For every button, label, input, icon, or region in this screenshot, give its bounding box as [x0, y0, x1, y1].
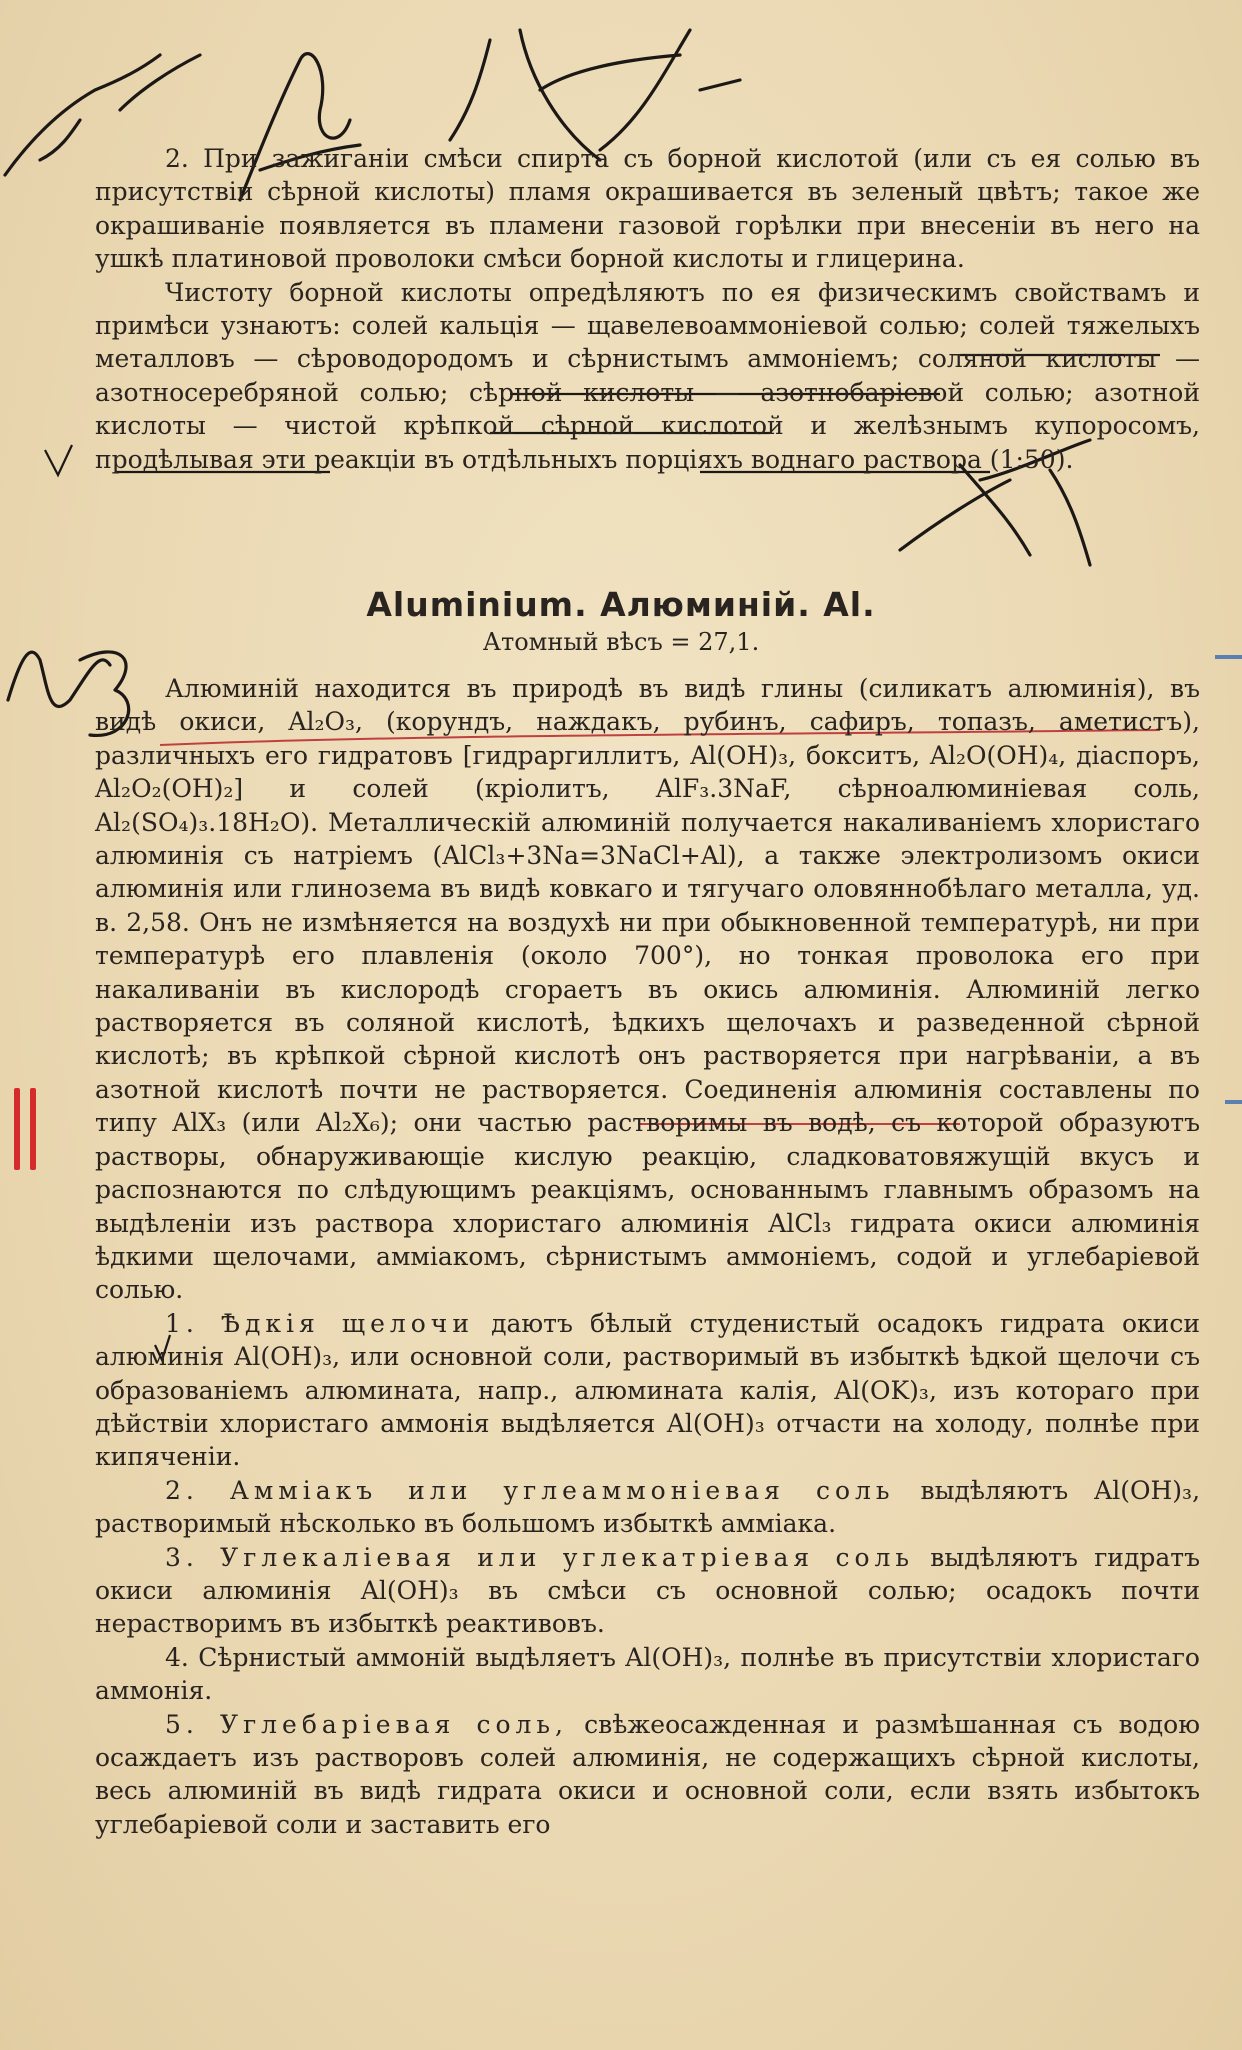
scrawl-3 [450, 30, 690, 160]
blue-dash-mark [1225, 1100, 1242, 1104]
check-v [45, 445, 72, 475]
reaction-lead: 5. Углебаріевая соль, [165, 1709, 568, 1739]
reaction-item [95, 1541, 1200, 1641]
reaction-lead: 1. Ѣдкія щелочи [165, 1308, 474, 1338]
text-section-main [95, 672, 1200, 1841]
reaction-lead: 3. Углекаліевая или углекатріевая соль [165, 1542, 914, 1572]
atomic-weight: Атомный вѣсъ = 27,1. [482, 628, 760, 656]
reaction-text: выдѣляютъ Al(OH)₃, растворимый нѣсколько въ большомъ избыткѣ амміака. [95, 1475, 1201, 1539]
reaction-lead: 2. Амміакъ или углеаммоніевая соль [165, 1475, 895, 1505]
reaction-item [95, 1307, 1200, 1474]
reaction-item [95, 1641, 1200, 1708]
text-section-top [95, 142, 1200, 476]
section-title: Aluminium. Алюминій. Al. [366, 585, 876, 624]
scrawl-4 [700, 80, 740, 90]
reaction-text: даютъ бѣлый студенистый осадокъ гидрата окиси алюминія Al(OH)₃, или основной соли, растворимый въ избыткѣ ѣдкой щелочи съ образованіемъ алюмината, напр., алюмината калія, Al(OK)₃, изъ котораго при дѣйствіи хлористаго аммонія выдѣляется Al(OH)₃ отчасти на холоду, полнѣе при кипяченіи. [95, 1308, 1200, 1472]
paragraph-purity: Чистоту борной кислоты опредѣляютъ по ея физическимъ свойствамъ и примѣси узнаютъ: солей кальція — щавелевоаммоніевой солью; солей тяжелыхъ металловъ — сѣроводородомъ и сѣрнистымъ аммоніемъ; соляной кислоты — азотносеребряной солью; сѣрной кислоты — азотнобаріевой солью; азотной кислоты — чистой крѣпкой сѣрной кислотой и желѣзнымъ купоросомъ, продѣлывая эти реакціи въ отдѣльныхъ порціяхъ воднаго раствора (1:50). [95, 277, 1200, 474]
reaction-item [95, 1708, 1200, 1842]
paragraph-aluminium-description: Алюминій находится въ природѣ въ видѣ глины (силикатъ алюминія), въ видѣ окиси, Al₂O₃, (корундъ, наждакъ, рубинъ, сафиръ, топазъ, аметистъ), различныхъ его гидратовъ [гидраргиллитъ, Al(OH)₃, бокситъ, Al₂O(OH)₄, діаспоръ, Al₂O₂(OH)₂] и солей (кріолитъ, AlF₃.3NaF, сѣрноалюминіевая соль, Al₂(SO₄)₃.18H₂O). Металлическій алюминій получается накаливаніемъ хлористаго алюминія съ натріемъ (AlCl₃+3Na=3NaCl+Al), а также электролизомъ окиси алюминія или глинозема въ видѣ ковкаго и тягучаго оловяннобѣлаго металла, уд. в. 2,58. Онъ не измѣняется на воздухѣ ни при обыкновенной температурѣ, ни при температурѣ его плавленія (около 700°), но тонкая проволока его при накаливаніи въ кислородѣ сгораетъ въ окись алюминія. Алюминій легко растворяется въ соляной кислотѣ, ѣдкихъ щелочахъ и разведенной сѣрной кислотѣ; въ крѣпкой сѣрной кислотѣ онъ растворяется при нагрѣваніи, а въ азотной кислотѣ почти не растворяется. Соединенія алюминія составлены по типу AlX₃ (или Al₂X₆); они частью растворимы въ водѣ, съ которой образуютъ растворы, обнаруживающіе кислую реакцію, сладковатовяжущій вкусъ и распознаются по слѣдующимъ реакціямъ, основаннымъ главнымъ образомъ на выдѣленіи изъ раствора хлористаго алюминія AlCl₃ гидрата окиси алюминія ѣдкими щелочами, амміакомъ, сѣрнистымъ аммоніемъ, содой и углебаріевой солью. [95, 674, 1200, 1305]
reaction-text: выдѣляетъ Al(OH)₃, полнѣе въ присутствіи хлористаго аммонія. [95, 1642, 1200, 1706]
reaction-text: свѣжеосажденная и размѣшанная съ водою осаждаетъ изъ растворовъ солей алюминія, не содержащихъ сѣрной кислоты, весь алюминій въ видѣ гидрата окиси и основной соли, если взять избытокъ углебаріевой соли и заставить его [95, 1709, 1200, 1839]
reaction-item [95, 1474, 1200, 1541]
reaction-lead: 4. Сѣрнистый аммоній [165, 1642, 466, 1672]
paragraph-reaction-2: 2. При зажиганіи смѣси спирта съ борной кислотой (или съ ея солью въ присутствіи сѣрной кислоты) пламя окрашивается въ зеленый цвѣтъ; такое же окрашиваніе появляется въ пламени газовой горѣлки при внесеніи въ него на ушкѣ платиновой проволоки смѣси борной кислоты и глицерина. [95, 144, 1200, 274]
red-bracket-marks [14, 1088, 46, 1174]
reaction-text: выдѣляютъ гидратъ окиси алюминія Al(OH)₃ въ смѣси съ основной солью; осадокъ почти нерастворимъ въ избыткѣ реактивовъ. [95, 1542, 1200, 1639]
